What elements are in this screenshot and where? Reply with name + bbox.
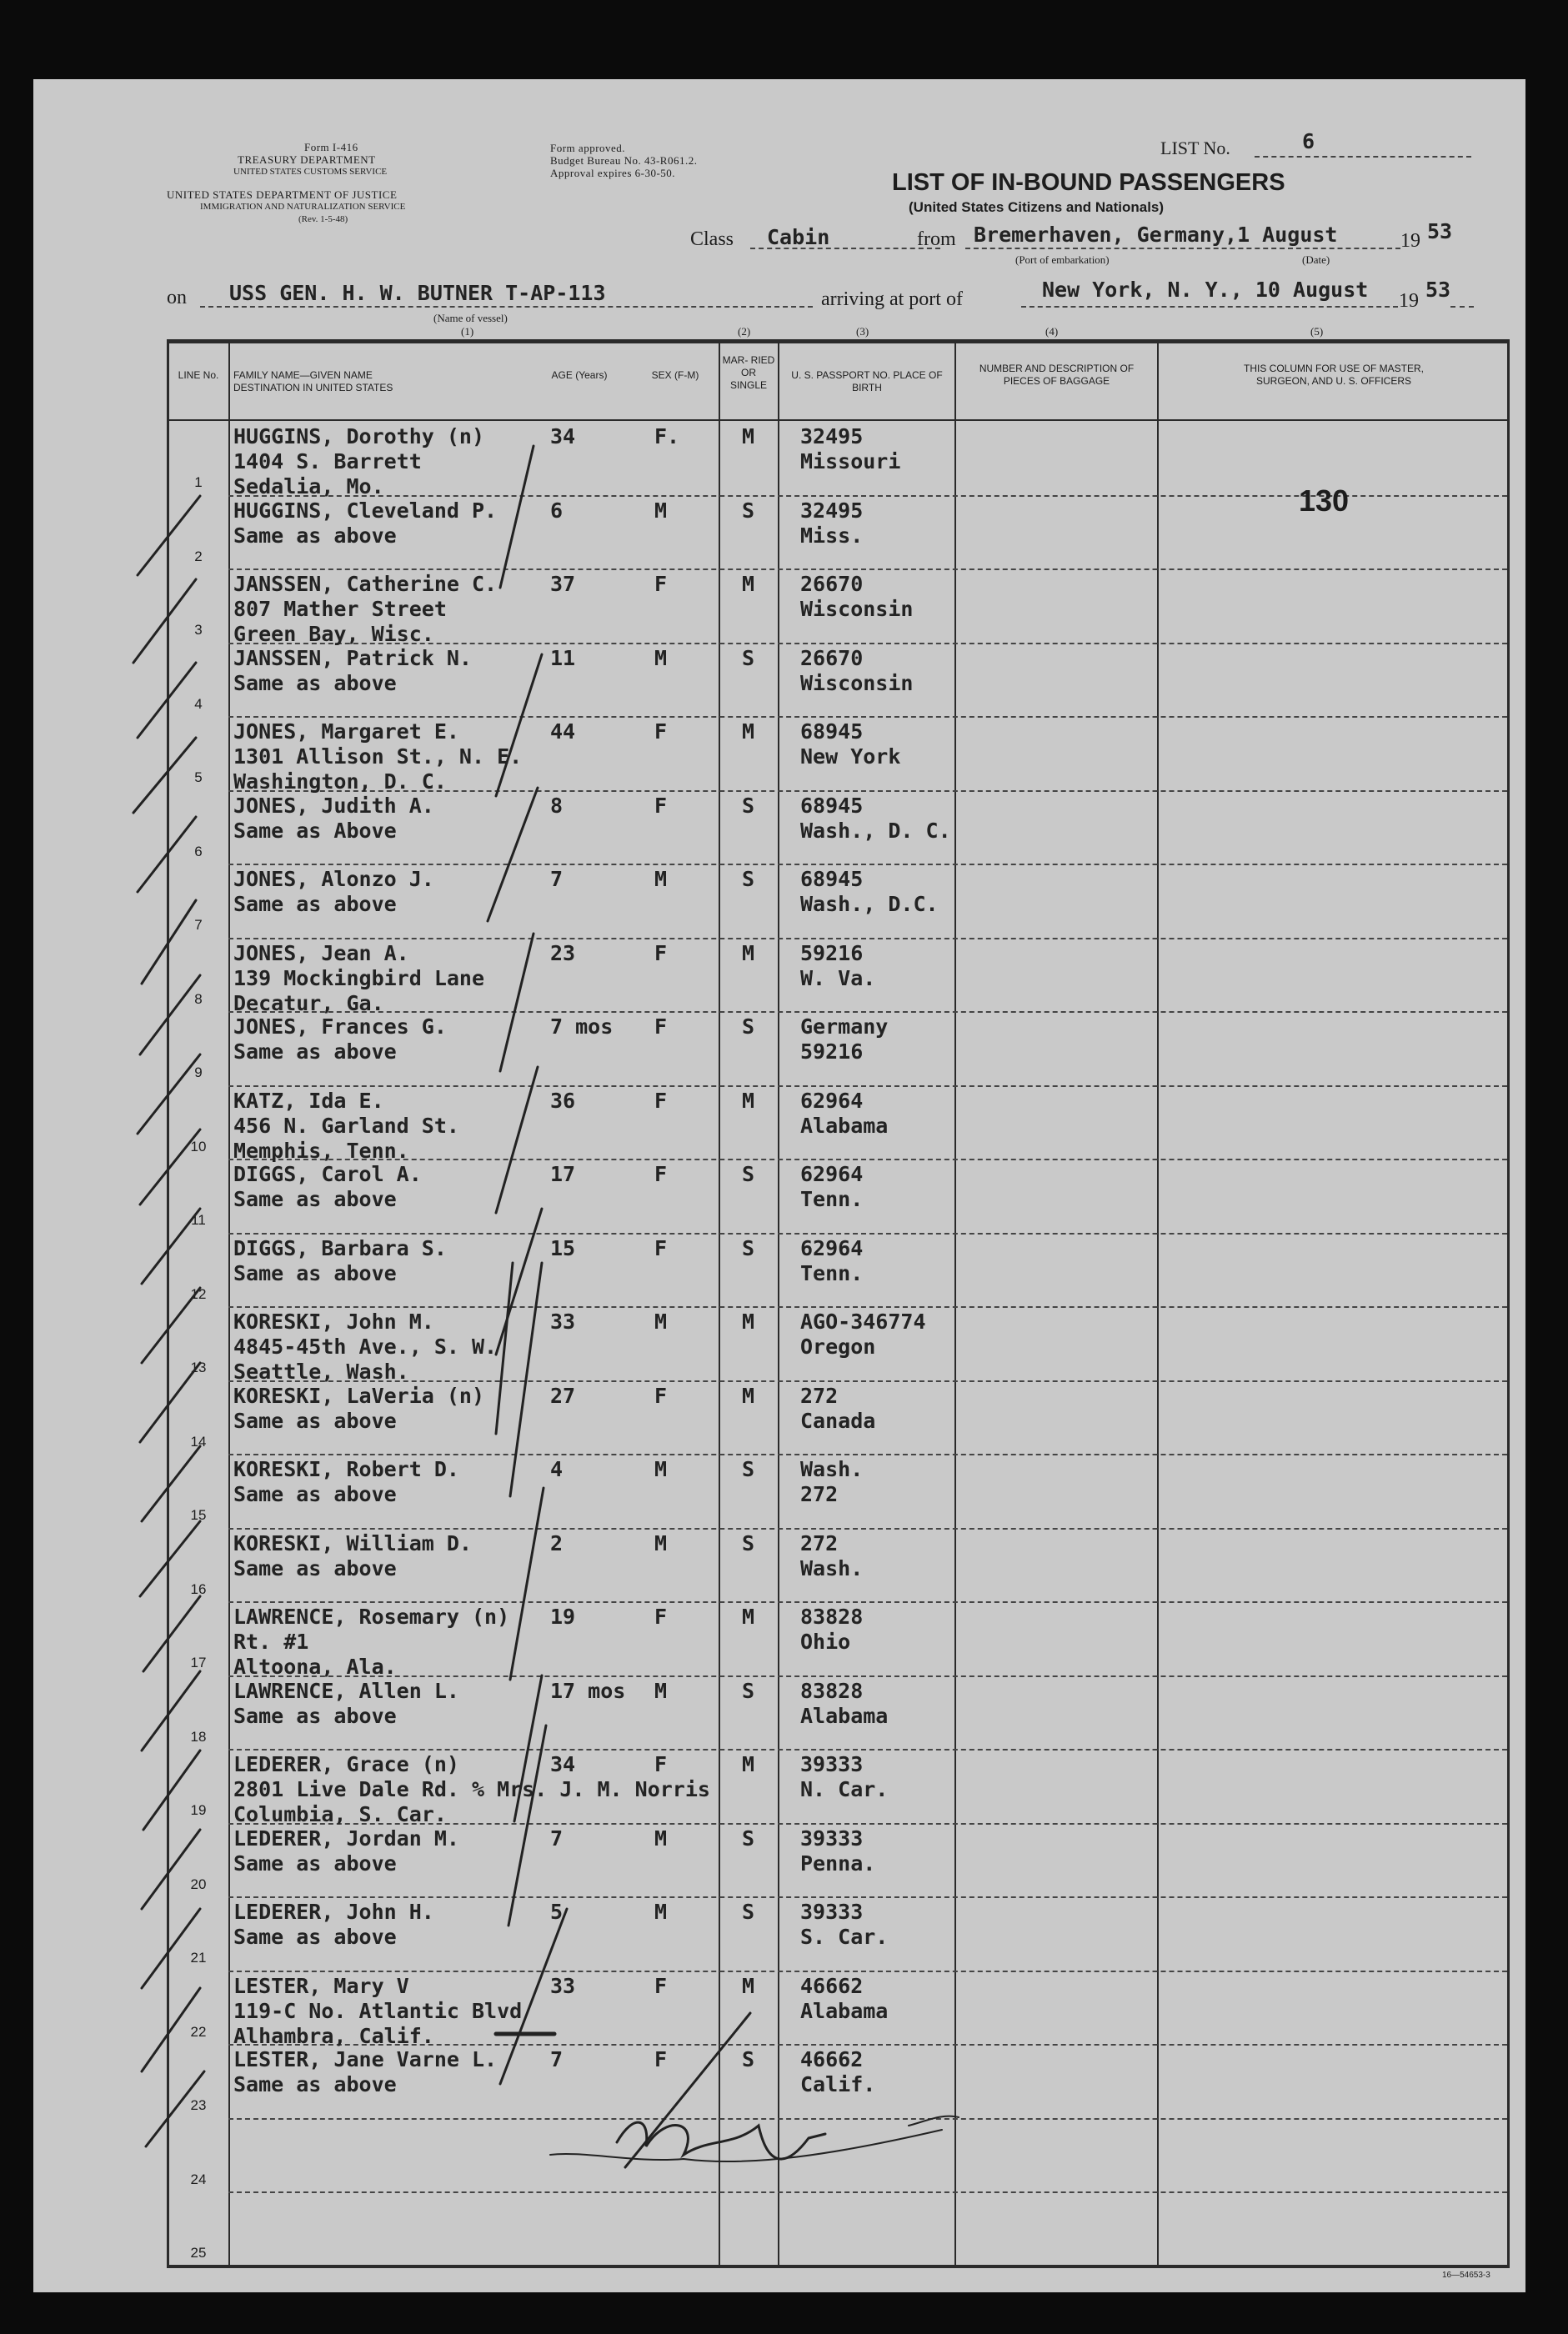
passport-number: AGO-346774 [800, 1310, 926, 1334]
passenger-address: Same as above [233, 1555, 397, 1580]
date-caption: (Date) [1302, 253, 1330, 266]
passenger-city: Memphis, Tenn. [233, 1138, 409, 1163]
line-number: 4 [194, 695, 203, 712]
passenger-marital-status: S [742, 1826, 755, 1851]
line-number: 25 [190, 2245, 207, 2261]
passport-number: 272 [800, 1383, 839, 1408]
document-title: LIST OF IN-BOUND PASSENGERS [892, 169, 1285, 196]
passenger-name: HUGGINS, Cleveland P. [233, 498, 498, 523]
passenger-age: 44 [550, 719, 576, 744]
passport-number: 46662 [800, 2047, 864, 2071]
doj-heading: UNITED STATES DEPARTMENT OF JUSTICE [167, 188, 398, 201]
year-prefix: 19 [1400, 230, 1420, 252]
column-number-1: (1) [461, 325, 474, 338]
passenger-address: Same as above [233, 1482, 397, 1506]
passenger-marital-status: S [742, 1900, 755, 1924]
passenger-address: Same as above [233, 523, 397, 548]
passport-number: Germany [800, 1014, 889, 1039]
passport-number: 46662 [800, 1973, 864, 1998]
line-number: 7 [194, 917, 203, 933]
passenger-age: 34 [550, 424, 576, 448]
passenger-address: 139 Mockingbird Lane [233, 965, 485, 990]
passport-number: Wash. [800, 1457, 864, 1481]
passenger-marital-status: S [742, 1235, 755, 1260]
line-number: 16 [190, 1580, 207, 1597]
passenger-name: JONES, Alonzo J. [233, 867, 434, 891]
passenger-city: Green Bay, Wisc. [233, 622, 434, 646]
passenger-name: KORESKI, William D. [233, 1530, 472, 1555]
approval-expiry: Approval expires 6-30-50. [550, 167, 676, 179]
ins-heading: IMMIGRATION AND NATURALIZATION SERVICE [200, 202, 406, 212]
passenger-sex: M [654, 1457, 668, 1481]
passenger-sex: F [654, 572, 668, 596]
passenger-sex: M [654, 1530, 668, 1555]
passenger-age: 8 [550, 793, 564, 818]
passenger-name: HUGGINS, Dorothy (n) [233, 424, 485, 448]
passenger-sex: F [654, 2047, 668, 2071]
passenger-sex: F [654, 1973, 668, 1998]
passenger-address: Same as above [233, 892, 397, 916]
passenger-age: 7 [550, 867, 564, 891]
line-number: 10 [190, 1138, 207, 1154]
customs-heading: UNITED STATES CUSTOMS SERVICE [233, 167, 388, 177]
passport-number: 272 [800, 1530, 839, 1555]
passenger-marital-status: M [742, 1383, 755, 1408]
officer-annotation-number: 130 [1299, 483, 1350, 518]
passenger-sex: M [654, 498, 668, 523]
passport-number: 62964 [800, 1162, 864, 1186]
passenger-address: 119-C No. Atlantic Blvd [233, 1998, 523, 2023]
line-number: 2 [194, 548, 203, 564]
line-number: 18 [190, 1728, 207, 1745]
line-number: 13 [190, 1360, 207, 1375]
passenger-name: KORESKI, LaVeria (n) [233, 1383, 485, 1408]
place-of-birth: Alabama [800, 1703, 889, 1728]
passenger-marital-status: M [742, 424, 755, 448]
line-number: 15 [190, 1507, 207, 1523]
passenger-address: Same as above [233, 1851, 397, 1876]
passenger-age: 7 [550, 2047, 564, 2071]
passenger-address: 456 N. Garland St. [233, 1113, 459, 1138]
passenger-address: 2801 Live Dale Rd. % Mrs. J. M. Norris [233, 1777, 710, 1801]
passenger-marital-status: S [742, 1457, 755, 1481]
passenger-marital-status: M [742, 572, 755, 596]
passenger-sex: M [654, 1310, 668, 1334]
place-of-birth: Wash., D. C. [800, 818, 951, 843]
on-label: on [167, 287, 187, 308]
passenger-sex: F [654, 1605, 668, 1629]
passenger-address: Same as above [233, 1408, 397, 1433]
passenger-sex: F [654, 1014, 668, 1039]
line-number: 6 [194, 843, 203, 859]
treasury-heading: TREASURY DEPARTMENT [238, 153, 376, 166]
class-label: Class [690, 228, 734, 250]
passenger-name: LESTER, Jane Varne L. [233, 2047, 498, 2071]
passenger-age: 15 [550, 1235, 576, 1260]
passenger-age: 5 [550, 1900, 564, 1924]
header-sex: SEX (F-M) [651, 369, 699, 381]
passenger-name: JONES, Judith A. [233, 793, 434, 818]
place-of-birth: Miss. [800, 523, 864, 548]
passenger-address: 1301 Allison St., N. E. [233, 744, 523, 769]
arrival-year: 53 [1425, 278, 1451, 302]
passenger-age: 33 [550, 1973, 576, 1998]
passenger-name: LESTER, Mary V [233, 1973, 409, 1998]
line-number: 9 [194, 1064, 203, 1080]
passenger-sex: M [654, 1900, 668, 1924]
passenger-name: KORESKI, Robert D. [233, 1457, 459, 1481]
passenger-sex: F [654, 793, 668, 818]
passenger-name: LAWRENCE, Rosemary (n) [233, 1605, 510, 1629]
passenger-age: 34 [550, 1752, 576, 1776]
list-no-label: LIST No. [1160, 138, 1230, 158]
passport-number: 62964 [800, 1088, 864, 1113]
passenger-sex: F [654, 940, 668, 965]
passenger-name: JANSSEN, Catherine C. [233, 572, 498, 596]
arrival-value: New York, N. Y., 10 August [1042, 278, 1369, 302]
passenger-age: 2 [550, 1530, 564, 1555]
line-number: 19 [190, 1802, 207, 1818]
passenger-name: JONES, Frances G. [233, 1014, 447, 1039]
passport-number: 26670 [800, 572, 864, 596]
vessel-caption: (Name of vessel) [433, 312, 508, 324]
passport-number: 39333 [800, 1900, 864, 1924]
place-of-birth: Alabama [800, 1113, 889, 1138]
place-of-birth: 272 [800, 1482, 839, 1506]
passport-number: 68945 [800, 719, 864, 744]
passenger-name: JONES, Margaret E. [233, 719, 459, 744]
place-of-birth: 59216 [800, 1039, 864, 1064]
class-value: Cabin [767, 225, 830, 249]
passenger-sex: F [654, 1235, 668, 1260]
passenger-name: JANSSEN, Patrick N. [233, 645, 472, 670]
place-of-birth: Wisconsin [800, 670, 914, 695]
passenger-marital-status: S [742, 498, 755, 523]
passenger-sex: F [654, 1752, 668, 1776]
passenger-list-sheet [33, 79, 1525, 2292]
line-number: 17 [190, 1655, 207, 1670]
from-label: from [917, 228, 956, 250]
place-of-birth: S. Car. [800, 1925, 889, 1949]
passport-number: 32495 [800, 498, 864, 523]
passenger-marital-status: S [742, 1014, 755, 1039]
line-number: 21 [190, 1950, 207, 1966]
passenger-address: Same as above [233, 1925, 397, 1949]
passenger-sex: F [654, 1088, 668, 1113]
line-number: 3 [194, 622, 203, 638]
revision-date: (Rev. 1-5-48) [298, 214, 348, 224]
passenger-name: KATZ, Ida E. [233, 1088, 384, 1113]
passenger-marital-status: M [742, 1310, 755, 1334]
footer-code: 16—54653-3 [1442, 2271, 1490, 2280]
arrival-year-prefix: 19 [1399, 290, 1419, 312]
passenger-marital-status: M [742, 1752, 755, 1776]
passenger-marital-status: S [742, 793, 755, 818]
place-of-birth: Missouri [800, 449, 901, 473]
line-number: 11 [191, 1212, 206, 1228]
passenger-marital-status: S [742, 645, 755, 670]
passenger-address: Same as above [233, 2072, 397, 2096]
header-baggage: NUMBER AND DESCRIPTION OF PIECES OF BAGGAGE [979, 363, 1135, 387]
passenger-sex: M [654, 1826, 668, 1851]
embarkation-caption: (Port of embarkation) [1015, 253, 1110, 266]
place-of-birth: Calif. [800, 2072, 876, 2096]
line-number: 8 [194, 990, 203, 1007]
passenger-name: DIGGS, Carol A. [233, 1162, 422, 1186]
passenger-age: 19 [550, 1605, 576, 1629]
passenger-sex: F [654, 1162, 668, 1186]
passenger-age: 23 [550, 940, 576, 965]
passenger-marital-status: S [742, 867, 755, 891]
place-of-birth: Wash. [800, 1555, 864, 1580]
header-line-no: LINE No. [178, 369, 219, 381]
passenger-age: 36 [550, 1088, 576, 1113]
passenger-address: Same as above [233, 670, 397, 695]
passenger-marital-status: M [742, 1973, 755, 1998]
column-number-2: (2) [738, 325, 751, 338]
passenger-address: 807 Mather Street [233, 597, 447, 621]
passenger-age: 27 [550, 1383, 576, 1408]
passenger-age: 6 [550, 498, 564, 523]
vessel-name: USS GEN. H. W. BUTNER T-AP-113 [229, 281, 606, 305]
passenger-address: Same as above [233, 1703, 397, 1728]
passenger-address: Same as above [233, 1039, 397, 1064]
header-name: FAMILY NAME—GIVEN NAME DESTINATION IN UNITED STATES [233, 369, 393, 393]
passenger-address: Rt. #1 [233, 1630, 309, 1654]
passenger-sex: F [654, 1383, 668, 1408]
passenger-sex: F [654, 719, 668, 744]
passenger-marital-status: S [742, 2047, 755, 2071]
passport-number: 32495 [800, 424, 864, 448]
header-passport: U. S. PASSPORT NO. PLACE OF BIRTH [791, 369, 943, 393]
passenger-name: LAWRENCE, Allen L. [233, 1678, 459, 1703]
line-number: 5 [194, 769, 203, 785]
header-age: AGE (Years) [551, 369, 608, 381]
line-number: 12 [190, 1285, 207, 1302]
document-subtitle: (United States Citizens and Nationals) [909, 199, 1165, 215]
passenger-city: Sedalia, Mo. [233, 474, 384, 498]
place-of-birth: W. Va. [800, 965, 876, 990]
passenger-name: LEDERER, John H. [233, 1900, 434, 1924]
place-of-birth: Tenn. [800, 1187, 864, 1211]
passenger-age: 37 [550, 572, 576, 596]
arriving-label: arriving at port of [821, 288, 963, 310]
passenger-city: Alhambra, Calif. [233, 2023, 434, 2048]
passenger-marital-status: M [742, 719, 755, 744]
passport-number: 83828 [800, 1678, 864, 1703]
passenger-name: JONES, Jean A. [233, 940, 409, 965]
embarkation-value: Bremerhaven, Germany,1 August [974, 223, 1338, 247]
passenger-age: 7 mos [550, 1014, 614, 1039]
line-number: 20 [190, 1876, 207, 1892]
place-of-birth: N. Car. [800, 1777, 889, 1801]
budget-bureau: Budget Bureau No. 43-R061.2. [550, 154, 698, 167]
line-number: 14 [190, 1433, 207, 1450]
passenger-name: LEDERER, Jordan M. [233, 1826, 459, 1851]
passport-number: 68945 [800, 793, 864, 818]
passenger-age: 11 [550, 645, 576, 670]
passenger-sex: M [654, 867, 668, 891]
passport-number: 26670 [800, 645, 864, 670]
passenger-age: 4 [550, 1457, 564, 1481]
line-number: 1 [194, 474, 203, 490]
passenger-city: Decatur, Ga. [233, 990, 384, 1015]
passport-number: 62964 [800, 1235, 864, 1260]
passenger-marital-status: S [742, 1530, 755, 1555]
passport-number: 68945 [800, 867, 864, 891]
passenger-city: Columbia, S. Car. [233, 1802, 447, 1826]
place-of-birth: Wisconsin [800, 597, 914, 621]
passport-number: 83828 [800, 1605, 864, 1629]
line-number: 23 [190, 2097, 207, 2113]
header-officers: THIS COLUMN FOR USE OF MASTER, SURGEON, AND U. S. OFFICERS [1243, 363, 1424, 387]
passenger-marital-status: M [742, 940, 755, 965]
passport-number: 39333 [800, 1826, 864, 1851]
list-number: 6 [1302, 129, 1315, 153]
passenger-marital-status: M [742, 1088, 755, 1113]
passenger-sex: M [654, 1678, 668, 1703]
passenger-address: Same as above [233, 1260, 397, 1285]
passenger-name: DIGGS, Barbara S. [233, 1235, 447, 1260]
passenger-marital-status: S [742, 1678, 755, 1703]
form-approved: Form approved. [550, 142, 626, 154]
handwritten-marks [33, 79, 1525, 2292]
passenger-address: Same as above [233, 1187, 397, 1211]
place-of-birth: Ohio [800, 1630, 851, 1654]
passenger-address: 1404 S. Barrett [233, 449, 422, 473]
column-number-4: (4) [1045, 325, 1059, 338]
place-of-birth: Penna. [800, 1851, 876, 1876]
passenger-marital-status: M [742, 1605, 755, 1629]
column-number-5: (5) [1310, 325, 1324, 338]
column-number-3: (3) [856, 325, 869, 338]
passenger-sex: M [654, 645, 668, 670]
passenger-name: KORESKI, John M. [233, 1310, 434, 1334]
passenger-age: 17 [550, 1162, 576, 1186]
passenger-address: Same as Above [233, 818, 397, 843]
place-of-birth: New York [800, 744, 901, 769]
line-number: 24 [190, 2171, 207, 2187]
passenger-city: Seattle, Wash. [233, 1360, 409, 1384]
passenger-age: 7 [550, 1826, 564, 1851]
passenger-age: 17 mos [550, 1678, 626, 1703]
embarkation-year: 53 [1427, 219, 1453, 243]
passport-number: 59216 [800, 940, 864, 965]
place-of-birth: Tenn. [800, 1260, 864, 1285]
place-of-birth: Oregon [800, 1335, 876, 1359]
passport-number: 39333 [800, 1752, 864, 1776]
place-of-birth: Alabama [800, 1998, 889, 2023]
passenger-city: Altoona, Ala. [233, 1655, 397, 1679]
passenger-age: 33 [550, 1310, 576, 1334]
place-of-birth: Canada [800, 1408, 876, 1433]
place-of-birth: Wash., D.C. [800, 892, 939, 916]
passenger-address: 4845-45th Ave., S. W. [233, 1335, 498, 1359]
passenger-name: LEDERER, Grace (n) [233, 1752, 459, 1776]
line-number: 22 [190, 2023, 207, 2040]
form-number: Form I-416 [304, 141, 358, 153]
passenger-marital-status: S [742, 1162, 755, 1186]
header-married: MAR- RIED OR SINGLE [722, 354, 775, 391]
passenger-sex: F. [654, 424, 680, 448]
passenger-city: Washington, D. C. [233, 769, 447, 794]
